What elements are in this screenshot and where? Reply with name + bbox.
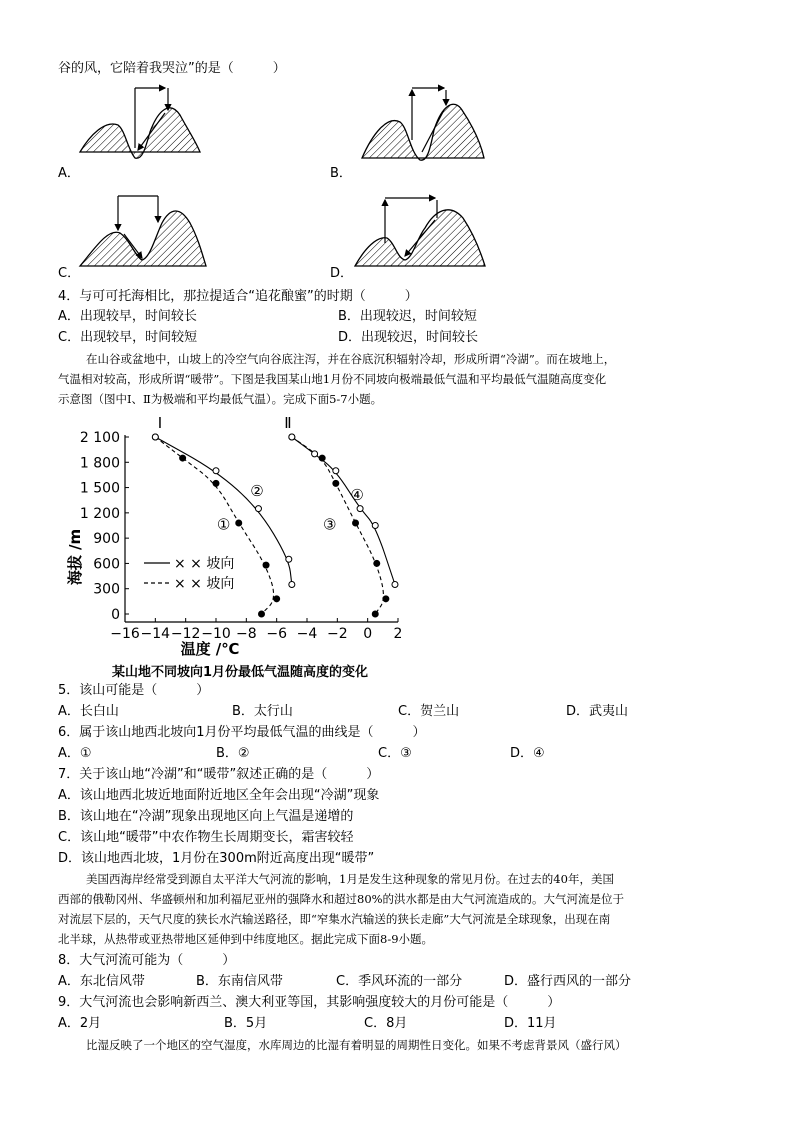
- q4-option-b[interactable]: B．出现较迟，时间较短: [338, 309, 477, 324]
- curve-label-2: ②: [250, 482, 264, 500]
- y-axis-label: 海拔 /m: [66, 528, 84, 586]
- intro57-line-3: 示意图（图中Ⅰ、Ⅱ为极端和平均最低气温）。完成下面5-7小题。: [58, 392, 383, 406]
- q7-option-a[interactable]: A．该山地西北坡近地面附近地区全年会出现“冷湖”现象: [58, 788, 380, 803]
- y-tick-label: 1 200: [79, 505, 120, 522]
- series-line-3: [292, 437, 384, 614]
- q7-stem: 7．关于该山地“冷湖”和“暖带”叙述正确的是（ ）: [58, 767, 380, 782]
- series-1-point: [259, 611, 265, 617]
- q8-option-b[interactable]: B．东南信风带: [196, 974, 283, 989]
- intro89-line-1: 美国西海岸经常受到源自太平洋大气河流的影响，1月是发生这种现象的常见月份。在过去的40年，美国: [86, 872, 614, 886]
- y-tick-label: 300: [93, 581, 120, 598]
- diagram-b: [362, 88, 484, 160]
- q5-stem: 5．该山可能是（ ）: [58, 683, 210, 698]
- x-tick-label: −6: [266, 626, 287, 642]
- x-tick-label: −12: [170, 626, 201, 642]
- group-label-1: Ⅰ: [157, 414, 163, 432]
- temperature-altitude-chart: [50, 412, 430, 684]
- intro89-line-4: 北半球，从热带或亚热带地区延伸到中纬度地区。据此完成下面8-9小题。: [58, 932, 434, 946]
- series-3-point: [383, 596, 389, 602]
- series-4-point: [372, 523, 378, 529]
- legend-solid-text: × × 坡向: [174, 556, 235, 572]
- diagram-b-label[interactable]: B．: [330, 166, 352, 181]
- q6-option-d[interactable]: D．④: [510, 746, 545, 761]
- series-4-point: [289, 434, 295, 440]
- curve-label-1: ①: [216, 515, 231, 534]
- diagram-c: [80, 196, 206, 266]
- q6-stem: 6．属于该山地西北坡向1月份平均最低气温的曲线是（ ）: [58, 725, 426, 740]
- diagram-a-label[interactable]: A．: [58, 166, 80, 181]
- x-tick-label: −4: [296, 626, 318, 642]
- q9-option-a[interactable]: A．2月: [58, 1016, 102, 1031]
- q3-stem: 谷的风，它陪着我哭泣”的是（ ）: [58, 61, 286, 76]
- series-4-point: [312, 451, 318, 457]
- q5-option-c[interactable]: C．贺兰山: [398, 704, 460, 719]
- q8-option-c[interactable]: C．季风环流的一部分: [336, 974, 463, 989]
- y-tick-label: 900: [93, 531, 120, 548]
- intro57-line-2: 气温相对较高，形成所谓“暖带”。下图是我国某山地1月份不同坡向极端最低气温和平均最低气温随高度变化: [58, 372, 607, 386]
- series-3-point: [333, 480, 339, 486]
- valley-wind-diagrams: [0, 80, 794, 280]
- x-tick-label: 2: [393, 626, 403, 642]
- q9-stem: 9．大气河流也会影响新西兰、澳大利亚等国，其影响强度较大的月份可能是（ ）: [58, 995, 561, 1010]
- q4-option-d[interactable]: D．出现较迟，时间较长: [338, 330, 479, 345]
- x-tick-label: −14: [140, 626, 171, 642]
- q7-option-d[interactable]: D．该山地西北坡，1月份在300m附近高度出现“暖带”: [58, 851, 375, 866]
- q5-option-a[interactable]: A．长白山: [58, 704, 119, 719]
- x-tick-label: 0: [363, 626, 373, 642]
- curve-label-3: ③: [323, 515, 337, 534]
- intro-next-line: 比湿反映了一个地区的空气湿度，水库周边的比湿有着明显的周期性日变化。如果不考虑背景风（盛行风）: [86, 1038, 627, 1052]
- series-2-point: [289, 582, 295, 588]
- intro57-line-1: 在山谷或盆地中，山坡上的冷空气向谷底注泻，并在谷底沉积辐射冷却，形成所谓“冷湖”。而在坡地上，: [86, 352, 616, 366]
- series-2-point: [286, 556, 292, 562]
- series-1-point: [180, 455, 186, 461]
- q6-option-a[interactable]: A．①: [58, 746, 92, 761]
- series-4-point: [333, 468, 339, 474]
- series-3-point: [374, 560, 380, 566]
- q5-option-d[interactable]: D．武夷山: [566, 704, 629, 719]
- diagram-a: [80, 88, 200, 158]
- intro89-line-3: 对流层下层的，天气尺度的狭长水汽输送路径，即“窄集水汽输送的狭长走廊”大气河流是全球现象，出现在南: [58, 912, 611, 926]
- x-tick-label: −10: [201, 626, 231, 642]
- q8-option-d[interactable]: D．盛行西风的一部分: [504, 974, 632, 989]
- q7-option-c[interactable]: C．该山地“暖带”中农作物生长周期变长，霜害较轻: [58, 830, 354, 845]
- y-tick-label: 0: [111, 607, 120, 623]
- diagram-d-label[interactable]: D．: [330, 266, 354, 281]
- group-label-2: Ⅱ: [284, 414, 292, 432]
- y-tick-label: 1 500: [79, 480, 120, 497]
- diagram-c-label[interactable]: C．: [58, 266, 81, 281]
- series-1-point: [236, 520, 242, 526]
- diagram-d: [355, 198, 485, 266]
- series-2-point: [152, 434, 158, 440]
- x-tick-label: −8: [236, 626, 257, 642]
- series-1-point: [274, 596, 280, 602]
- curve-label-4: ④: [350, 486, 364, 505]
- series-2-point: [255, 506, 261, 512]
- series-2-point: [213, 468, 219, 474]
- y-tick-label: 1 800: [79, 455, 120, 472]
- q6-option-c[interactable]: C．③: [378, 746, 412, 761]
- series-3-point: [353, 520, 359, 526]
- q4-option-a[interactable]: A．出现较早，时间较长: [58, 309, 197, 324]
- q8-option-a[interactable]: A．东北信风带: [58, 974, 145, 989]
- y-tick-label: 600: [93, 556, 120, 573]
- q9-option-b[interactable]: B．5月: [224, 1016, 268, 1031]
- q6-option-b[interactable]: B．②: [216, 746, 250, 761]
- intro89-line-2: 西部的俄勒冈州、华盛顿州和加利福尼亚州的强降水和超过80%的洪水都是由大气河流造成的。大气河流是位于: [58, 892, 625, 906]
- q4-stem: 4．与可可托海相比，那拉提适合“追花酿蜜”的时期（ ）: [58, 289, 418, 304]
- y-tick-label: 2 100: [79, 430, 120, 446]
- series-1-point: [213, 480, 219, 486]
- q7-option-b[interactable]: B．该山地在“冷湖”现象出现地区向上气温是递增的: [58, 809, 354, 824]
- series-1-point: [263, 562, 269, 568]
- q8-stem: 8．大气河流可能为（ ）: [58, 953, 236, 968]
- series-4-point: [357, 506, 363, 512]
- series-4-point: [392, 582, 398, 588]
- chart-title: 某山地不同坡向1月份最低气温随高度的变化: [111, 665, 369, 680]
- q9-option-d[interactable]: D．11月: [504, 1016, 557, 1031]
- q5-option-b[interactable]: B．太行山: [232, 704, 293, 719]
- x-tick-label: −2: [327, 626, 348, 642]
- series-3-point: [372, 611, 378, 617]
- q4-option-c[interactable]: C．出现较早，时间较短: [58, 330, 198, 345]
- legend-dashed-text: × × 坡向: [174, 576, 235, 592]
- x-tick-label: −16: [110, 626, 140, 642]
- q9-option-c[interactable]: C．8月: [364, 1016, 408, 1031]
- x-axis-label: 温度 /℃: [180, 640, 240, 658]
